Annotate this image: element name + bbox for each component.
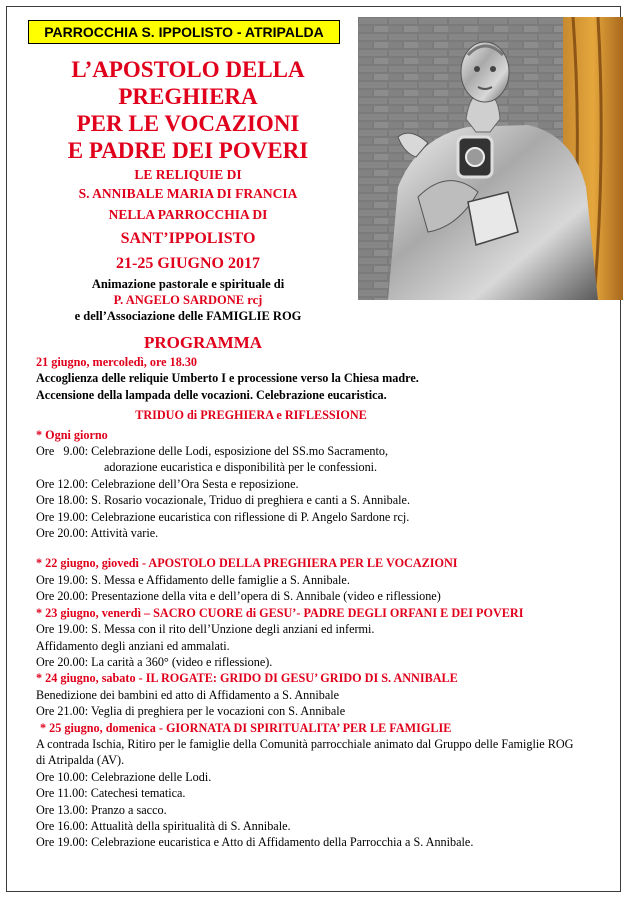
day25-line: Ore 16.00: Attualità della spiritualità di S. Annibale. (36, 818, 291, 833)
subtitle-line-1: LE RELIQUIE DI (134, 167, 242, 182)
day25-heading: * 25 giugno, domenica - GIORNATA DI SPIRITUALITA’ PER LE FAMIGLIE (40, 720, 452, 735)
triduo-heading: TRIDUO di PREGHIERA e RIFLESSIONE (135, 408, 367, 423)
day25-intro: A contrada Ischia, Ritiro per le famiglie della Comunità parrocchiale animato dal Gruppo delle Famiglie ROG di Atripalda (AV). (36, 736, 574, 768)
statue-illustration (358, 17, 623, 300)
day25-line: Ore 10.00: Celebrazione delle Lodi. (36, 769, 212, 784)
day25-line: Ore 11.00: Catechesi tematica. (36, 786, 186, 801)
day24-line: Ore 21.00: Veglia di preghiera per le vocazioni con S. Annibale (36, 704, 346, 719)
event-dates: 21-25 GIUGNO 2017 (116, 255, 260, 272)
program-body (36, 354, 611, 851)
day25-line: Ore 19.00: Celebrazione eucaristica e Atto di Affidamento della Parrocchia a S. Annibale. (36, 835, 474, 850)
day23-line: Affidamento degli anziani ed ammalati. (36, 638, 230, 653)
parish-name: SANT’IPPOLISTO (120, 230, 256, 247)
title-line-4: E PADRE DEI POVERI (67, 138, 309, 163)
subtitle-line-3: NELLA PARROCCHIA DI (108, 207, 268, 222)
title-line-2: PREGHIERA (118, 84, 258, 109)
animator-name: P. ANGELO SARDONE rcj (113, 293, 263, 307)
daily-line: Ore 18.00: S. Rosario vocazionale, Triduo di preghiera e canti a S. Annibale. (36, 493, 411, 508)
title-line-1: L’APOSTOLO DELLA (71, 57, 305, 82)
daily-line: Ore 9.00: Celebrazione delle Lodi, esposizione del SS.mo Sacramento, (36, 444, 388, 459)
day22-heading: * 22 giugno, giovedì - APOSTOLO DELLA PREGHIERA PER LE VOCAZIONI (36, 556, 458, 571)
day23-line: Ore 19.00: S. Messa con il rito dell’Unzione degli anziani ed infermi. (36, 622, 375, 637)
subtitle-line-2: S. ANNIBALE MARIA DI FRANCIA (78, 186, 298, 201)
parish-banner: PARROCCHIA S. IPPOLISTO - ATRIPALDA (28, 20, 340, 44)
title-line-3: PER LE VOCAZIONI (76, 111, 300, 136)
day25-line: Ore 13.00: Pranzo a sacco. (36, 802, 167, 817)
association: e dell’Associazione delle FAMIGLIE ROG (74, 309, 302, 323)
day23-line: Ore 20.00: La carità a 360° (video e riflessione). (36, 654, 273, 669)
daily-heading: * Ogni giorno (36, 427, 108, 442)
day21-line: Accensione della lampada delle vocazioni. Celebrazione eucaristica. (36, 387, 387, 402)
day22-line: Ore 20.00: Presentazione della vita e dell’opera di S. Annibale (video e riflessione) (36, 589, 441, 604)
day24-heading: * 24 giugno, sabato - IL ROGATE: GRIDO DI GESU’ GRIDO DI S. ANNIBALE (36, 671, 458, 686)
day24-line: Benedizione dei bambini ed atto di Affidamento a S. Annibale (36, 687, 340, 702)
animation-intro: Animazione pastorale e spirituale di (91, 277, 285, 291)
daily-line: Ore 12.00: Celebrazione dell’Ora Sesta e reposizione. (36, 476, 299, 491)
day22-line: Ore 19.00: S. Messa e Affidamento delle famiglie a S. Annibale. (36, 572, 350, 587)
day23-heading: * 23 giugno, venerdì – SACRO CUORE di GESU’- PADRE DEGLI ORFANI E DEI POVERI (36, 605, 524, 620)
daily-line: Ore 19.00: Celebrazione eucaristica con riflessione di P. Angelo Sardone rcj. (36, 509, 410, 524)
daily-line: Ore 20.00: Attività varie. (36, 526, 159, 541)
day21-heading: 21 giugno, mercoledì, ore 18.30 (36, 355, 198, 369)
day21-line: Accoglienza delle reliquie Umberto I e processione verso la Chiesa madre. (36, 371, 419, 386)
saint-statue-photo (358, 17, 623, 300)
daily-line: adorazione eucaristica e disponibilità per le confessioni. (104, 460, 378, 475)
programma-heading: PROGRAMMA (143, 333, 263, 352)
